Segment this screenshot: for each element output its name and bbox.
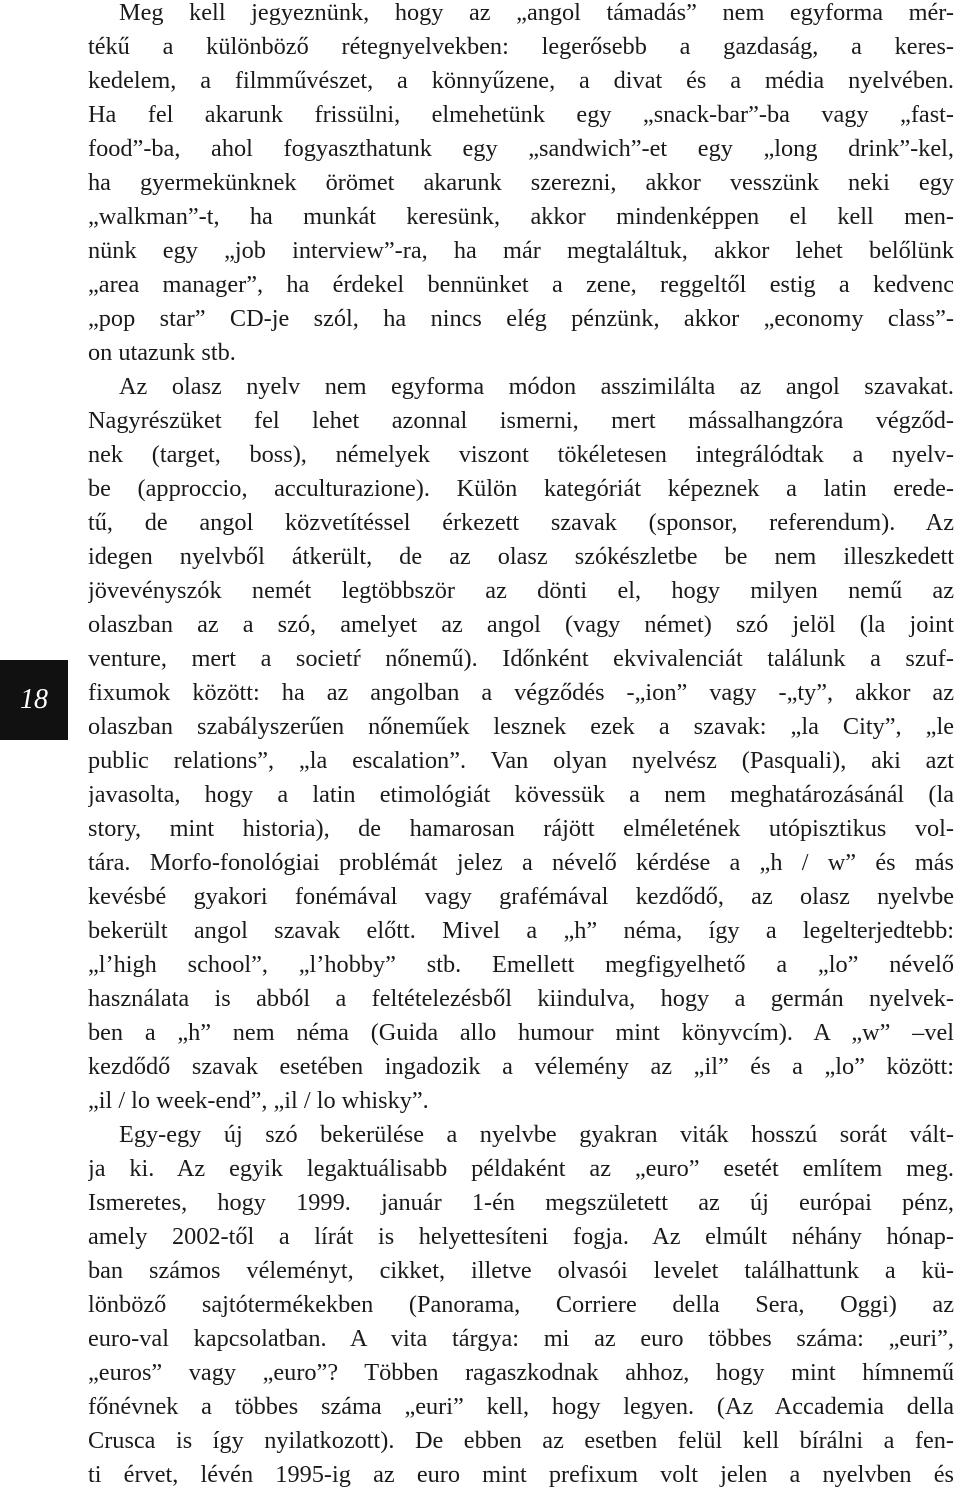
text-line: euro-val kapcsolatban. A vita tárgya: mi az euro többes száma: „euri”, bbox=[88, 1325, 954, 1352]
text-line: jövevényszók nemét legtöbbször az dönti el, hogy milyen nemű az bbox=[88, 577, 954, 604]
text-line: tű, de angol közvetítéssel érkezett szavak (sponsor, referendum). Az bbox=[88, 509, 954, 536]
text-line: fixumok között: ha az angolban a végződés -„ion” vagy -„ty”, akkor az bbox=[88, 679, 954, 706]
text-line: Az olasz nyelv nem egyforma módon asszimilálta az angol szavakat. bbox=[119, 373, 954, 400]
text-line: „il / lo week-end”, „il / lo whisky”. bbox=[88, 1087, 429, 1114]
text-line: Ismeretes, hogy 1999. január 1-én megszületett az új európai pénz, bbox=[88, 1189, 954, 1216]
text-line: „area manager”, ha érdekel bennünket a zene, reggeltől estig a kedvenc bbox=[88, 271, 954, 298]
text-line: ja ki. Az egyik legaktuálisabb példaként az „euro” esetét említem meg. bbox=[88, 1155, 954, 1182]
text-line: használata is abból a feltételezésből kiindulva, hogy a germán nyelvek- bbox=[88, 985, 954, 1012]
text-line: Ha fel akarunk frissülni, elmehetünk egy „snack-bar”-ba vagy „fast- bbox=[88, 101, 954, 128]
text-line: „walkman”-t, ha munkát keresünk, akkor mindenképpen el kell men- bbox=[88, 203, 954, 230]
text-line: nünk egy „job interview”-ra, ha már megtaláltuk, akkor lehet belőlünk bbox=[88, 237, 954, 264]
text-line: be (approccio, acculturazione). Külön kategóriát képeznek a latin erede- bbox=[88, 475, 954, 502]
text-line: nek (target, boss), némelyek viszont tökéletesen integrálódtak a nyelv- bbox=[88, 441, 954, 468]
text-line: Crusca is így nyilatkozott). De ebben az esetben felül kell bírálni a fen- bbox=[88, 1427, 954, 1454]
text-line: olaszban az a szó, amelyet az angol (vagy német) szó jelöl (la joint bbox=[88, 611, 954, 638]
text-line: javasolta, hogy a latin etimológiát kövessük a nem meghatározásánál (la bbox=[88, 781, 954, 808]
text-line: bekerült angol szavak előtt. Mivel a „h” néma, így a legelterjedtebb: bbox=[88, 917, 954, 944]
text-line: Meg kell jegyeznünk, hogy az „angol támadás” nem egyforma mér- bbox=[119, 0, 954, 26]
text-line: „l’high school”, „l’hobby” stb. Emellett megfigyelhető a „lo” névelő bbox=[88, 951, 954, 978]
text-line: public relations”, „la escalation”. Van olyan nyelvész (Pasquali), aki azt bbox=[88, 747, 954, 774]
text-line: kedelem, a filmművészet, a könnyűzene, a divat és a média nyelvében. bbox=[88, 67, 954, 94]
text-line: ti érvet, lévén 1995-ig az euro mint prefixum volt jelen a nyelvben és bbox=[88, 1461, 954, 1488]
text-line: „pop star” CD-je szól, ha nincs elég pénzünk, akkor „economy class”- bbox=[88, 305, 954, 332]
text-line: olaszban szabályszerűen nőneműek lesznek ezek a szavak: „la City”, „le bbox=[88, 713, 954, 740]
text-line: kevésbé gyakori fonémával vagy grafémával kezdődő, az olasz nyelvbe bbox=[88, 883, 954, 910]
text-line: amely 2002-től a lírát is helyettesíteni fogja. Az elmúlt néhány hónap- bbox=[88, 1223, 954, 1250]
text-line: „euros” vagy „euro”? Többen ragaszkodnak ahhoz, hogy mint hímnemű bbox=[88, 1359, 954, 1386]
text-line: ban számos véleményt, cikket, illetve olvasói levelet találhattunk a kü- bbox=[88, 1257, 954, 1284]
body-text bbox=[88, 0, 954, 1492]
text-line: főnévnek a többes száma „euri” kell, hogy legyen. (Az Accademia della bbox=[88, 1393, 954, 1420]
text-line: tékű a különböző rétegnyelvekben: legerősebb a gazdaság, a keres- bbox=[88, 33, 954, 60]
text-line: venture, mert a societŕ nőnemű). Időnként ekvivalenciát találunk a szuf- bbox=[88, 645, 954, 672]
page-number-tab bbox=[0, 660, 68, 740]
text-line: story, mint historia), de hamarosan rájött elméletének utópisztikus vol- bbox=[88, 815, 954, 842]
text-line: food”-ba, ahol fogyaszthatunk egy „sandwich”-et egy „long drink”-kel, bbox=[88, 135, 954, 162]
text-line: ben a „h” nem néma (Guida allo humour mint könyvcím). A „w” –vel bbox=[88, 1019, 954, 1046]
text-line: Nagyrészüket fel lehet azonnal ismerni, mert mássalhangzóra végződ- bbox=[88, 407, 954, 434]
text-line: tára. Morfo-fonológiai problémát jelez a névelő kérdése a „h / w” és más bbox=[88, 849, 954, 876]
text-line: on utazunk stb. bbox=[88, 339, 236, 366]
text-line: Egy-egy új szó bekerülése a nyelvbe gyakran viták hosszú sorát vált- bbox=[119, 1121, 954, 1148]
text-line: idegen nyelvből átkerült, de az olasz szókészletbe be nem illeszkedett bbox=[88, 543, 954, 570]
text-line: lönböző sajtótermékekben (Panorama, Corriere della Sera, Oggi) az bbox=[88, 1291, 954, 1318]
text-line: ha gyermekünknek örömet akarunk szerezni, akkor vesszünk neki egy bbox=[88, 169, 954, 196]
page-number: 18 bbox=[20, 684, 48, 715]
text-line: kezdődő szavak esetében ingadozik a vélemény az „il” és a „lo” között: bbox=[88, 1053, 954, 1080]
